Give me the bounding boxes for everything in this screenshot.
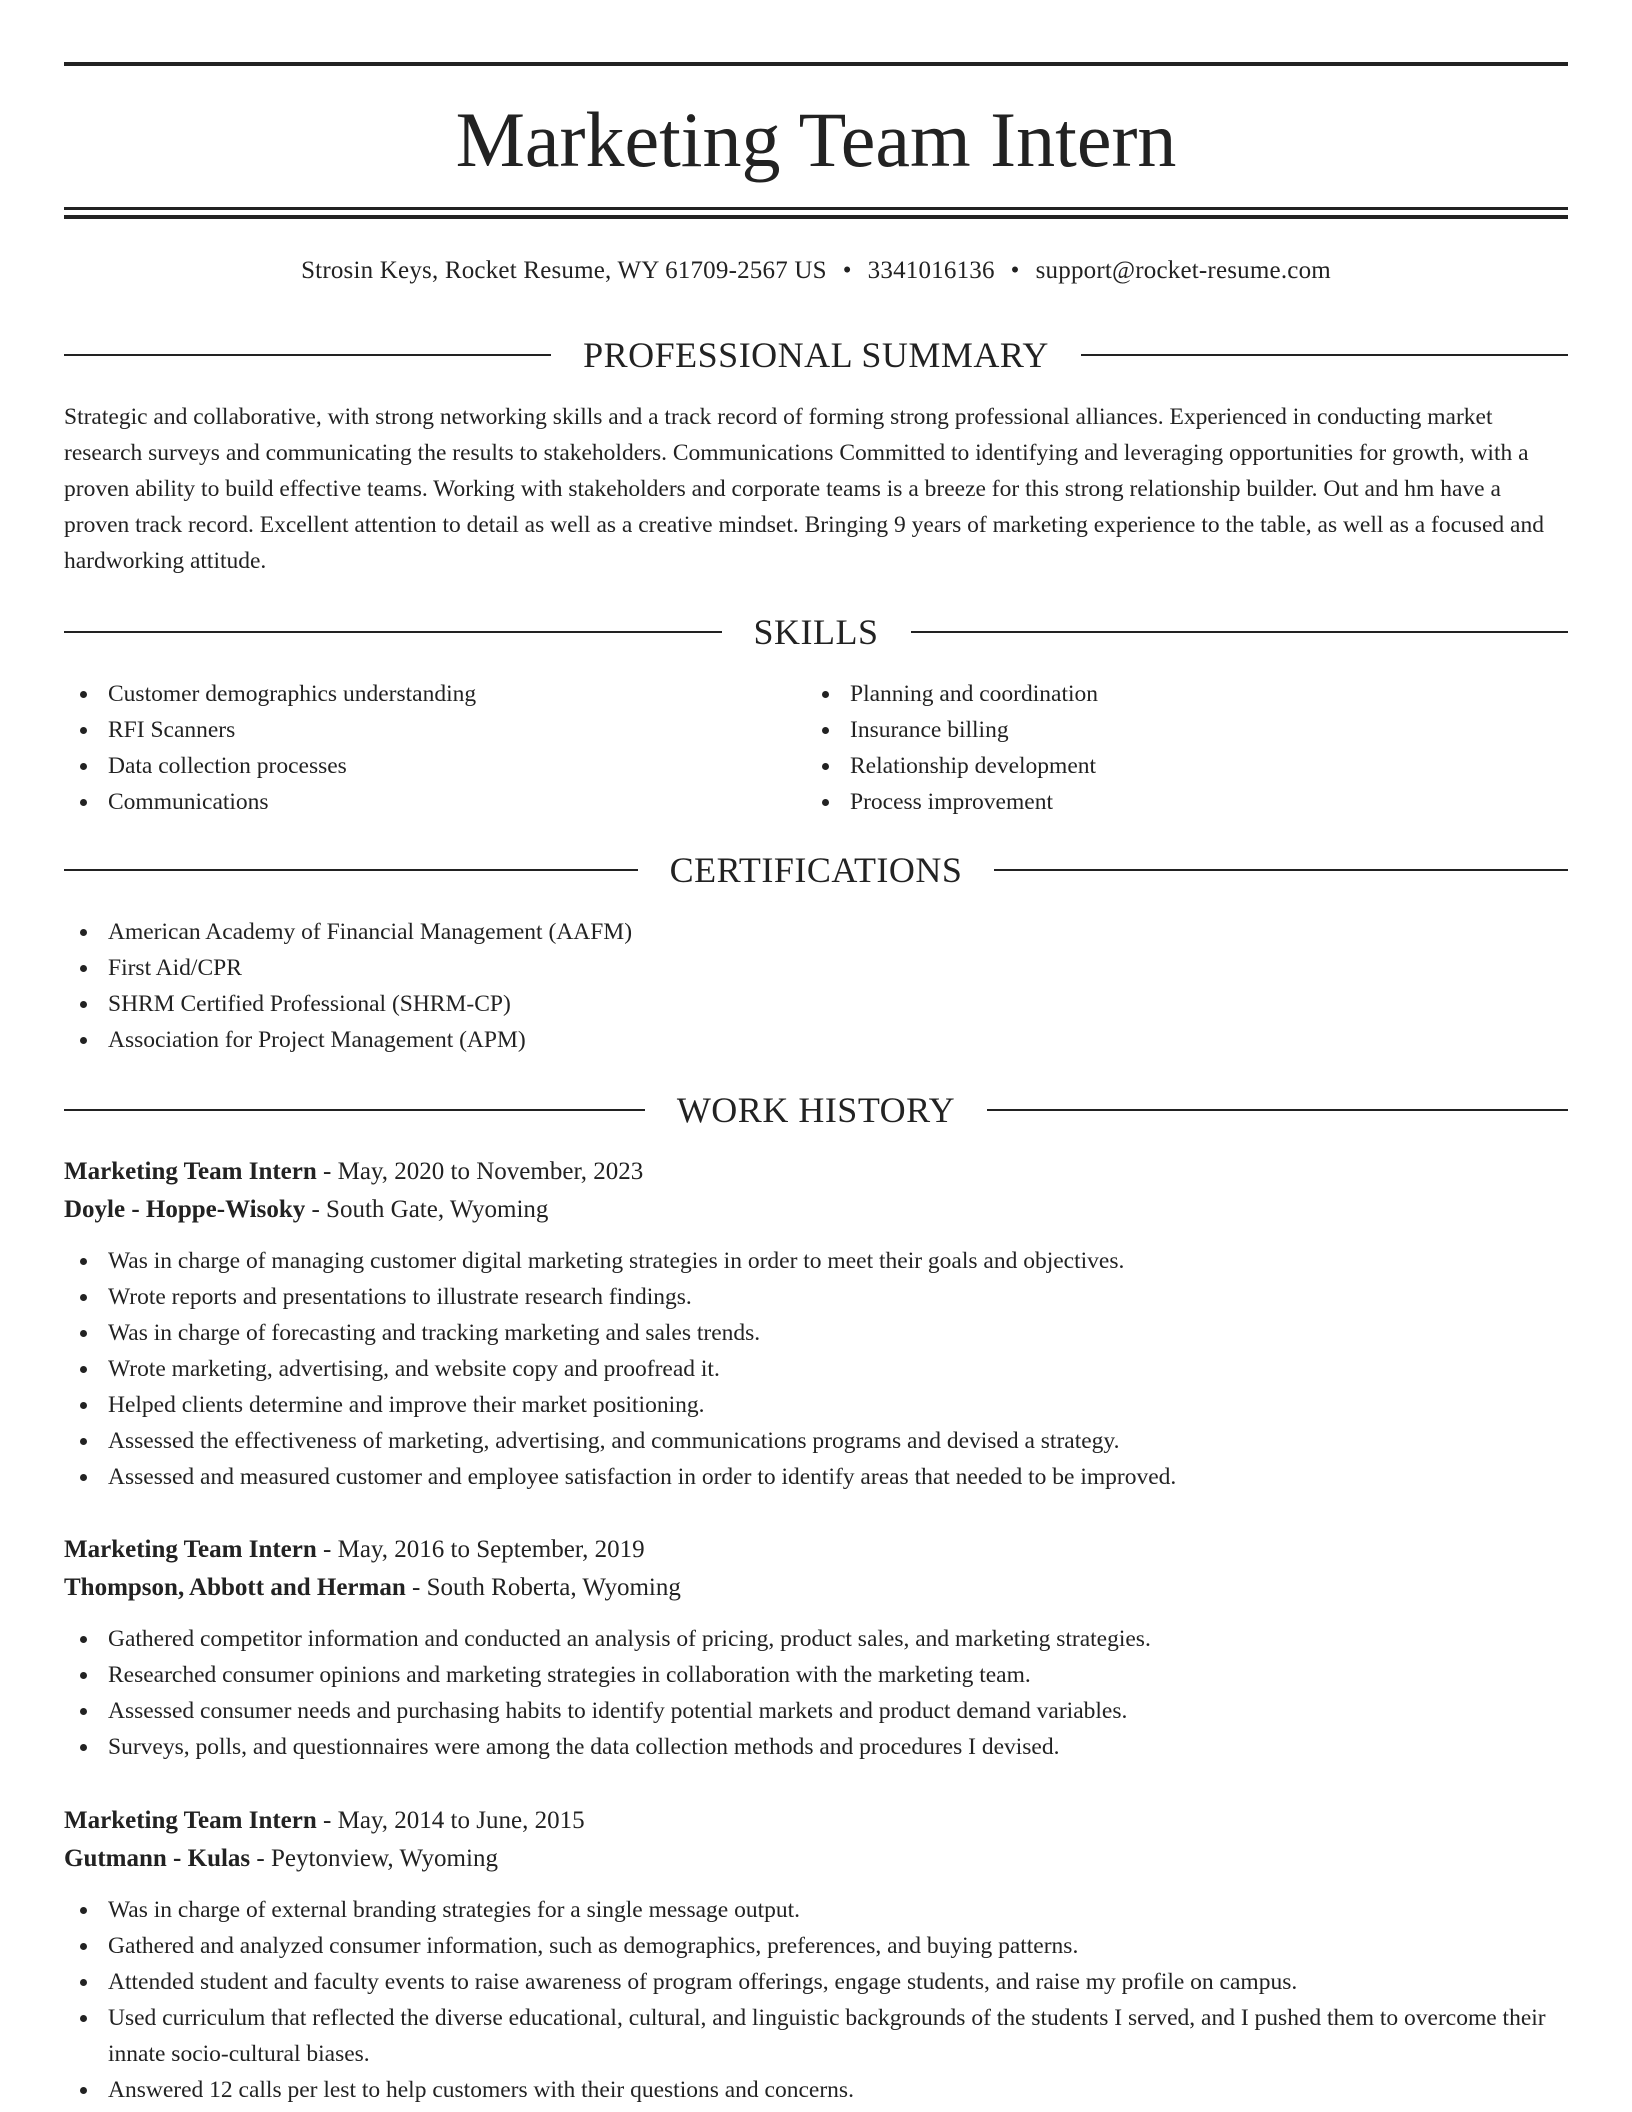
divider: [911, 631, 1569, 633]
job-location: - South Gate, Wyoming: [305, 1196, 549, 1223]
divider: [1081, 354, 1568, 356]
job-bullet: Assessed and measured customer and employee satisfaction in order to identify areas that needed to be improved.: [64, 1459, 1568, 1495]
skills-list-right: [806, 676, 1546, 820]
contact-email: support@rocket-resume.com: [1035, 257, 1331, 284]
skill-item: Data collection processes: [64, 748, 804, 784]
job-bullet: Researched consumer opinions and marketing strategies in collaboration with the marketing team.: [64, 1657, 1568, 1693]
job-company-line: [64, 1569, 1568, 1607]
skill-item: RFI Scanners: [64, 712, 804, 748]
job-dates: - May, 2020 to November, 2023: [316, 1158, 644, 1185]
skills-list-left: [64, 676, 804, 820]
job-location: - Peytonview, Wyoming: [250, 1845, 498, 1872]
divider: [987, 1109, 1568, 1111]
job-title: Marketing Team Intern: [64, 1158, 317, 1185]
divider: [64, 631, 722, 633]
job-bullet: Assessed the effectiveness of marketing, advertising, and communications programs and devised a strategy.: [64, 1423, 1568, 1459]
skill-item: Communications: [64, 784, 804, 820]
job-title: Marketing Team Intern: [64, 1536, 317, 1563]
section-title: SKILLS: [753, 612, 879, 652]
skill-item: Process improvement: [806, 784, 1546, 820]
certification-item: Association for Project Management (APM): [64, 1022, 1568, 1058]
job-bullet: Wrote marketing, advertising, and website copy and proofread it.: [64, 1351, 1568, 1387]
job-company: Gutmann - Kulas: [64, 1845, 251, 1872]
job-entry: [64, 1802, 1568, 2108]
divider: [64, 354, 551, 356]
contact-phone: 3341016136: [867, 257, 995, 284]
job-entry: [64, 1153, 1568, 1495]
job-company-line: [64, 1191, 1568, 1229]
contact-separator: •: [842, 257, 852, 284]
job-title-line: [64, 1153, 1568, 1191]
section-title: CERTIFICATIONS: [669, 850, 963, 890]
top-rule: [64, 62, 1568, 66]
skill-item: Relationship development: [806, 748, 1546, 784]
job-company-line: [64, 1840, 1568, 1878]
job-company: Doyle - Hoppe-Wisoky: [64, 1196, 306, 1223]
job-company: Thompson, Abbott and Herman: [64, 1574, 406, 1601]
section-title: PROFESSIONAL SUMMARY: [583, 335, 1049, 375]
skill-item: Insurance billing: [806, 712, 1546, 748]
certifications-list: [64, 914, 1568, 1058]
certification-item: SHRM Certified Professional (SHRM-CP): [64, 986, 1568, 1022]
job-bullets: [64, 1243, 1568, 1495]
job-bullet: Used curriculum that reflected the diverse educational, cultural, and linguistic backgrounds of the students I served, and I pushed them to overcome their innate socio-cultural biases.: [64, 2000, 1568, 2072]
job-title-line: [64, 1531, 1568, 1569]
job-bullet: Gathered competitor information and conducted an analysis of pricing, product sales, and marketing strategies.: [64, 1621, 1568, 1657]
job-bullet: Was in charge of managing customer digital marketing strategies in order to meet their goals and objectives.: [64, 1243, 1568, 1279]
job-title-line: [64, 1802, 1568, 1840]
title-rule-lower: [64, 215, 1568, 219]
contact-address: Strosin Keys, Rocket Resume, WY 61709-2567 US: [301, 257, 827, 284]
work-history-heading: [64, 1087, 1568, 1133]
divider: [64, 869, 638, 871]
job-dates: - May, 2016 to September, 2019: [316, 1536, 645, 1563]
summary-text: Strategic and collaborative, with strong networking skills and a track record of forming strong professional alliances. Experienced in conducting market research surveys and communicating the results to stakeholders. Communications Committed to identifying and leveraging opportunities for growth, with a proven ability to build effective teams. Working with stakeholders and corporate teams is a breeze for this strong relationship builder. Out and hm have a proven track record. Excellent attention to detail as well as a creative mindset. Bringing 9 years of marketing experience to the table, as well as a focused and hardworking attitude.: [64, 404, 1544, 574]
section-title: WORK HISTORY: [676, 1090, 956, 1130]
job-bullets: [64, 1892, 1568, 2108]
job-bullets: [64, 1621, 1568, 1765]
contact-line: [64, 253, 1568, 289]
job-bullet: Assessed consumer needs and purchasing habits to identify potential markets and product demand variables.: [64, 1693, 1568, 1729]
skill-item: Customer demographics understanding: [64, 676, 804, 712]
job-bullet: Surveys, polls, and questionnaires were among the data collection methods and procedures I devised.: [64, 1729, 1568, 1765]
summary-heading: [64, 332, 1568, 378]
job-dates: - May, 2014 to June, 2015: [316, 1807, 585, 1834]
contact-separator: •: [1010, 257, 1020, 284]
divider: [64, 1109, 645, 1111]
skills-heading: [64, 609, 1568, 655]
resume-title: Marketing Team Intern: [455, 96, 1177, 183]
divider: [994, 869, 1568, 871]
job-entry: [64, 1531, 1568, 1765]
certification-item: First Aid/CPR: [64, 950, 1568, 986]
job-bullet: Was in charge of forecasting and tracking marketing and sales trends.: [64, 1315, 1568, 1351]
job-bullet: Was in charge of external branding strategies for a single message output.: [64, 1892, 1568, 1928]
job-location: - South Roberta, Wyoming: [405, 1574, 681, 1601]
job-bullet: Answered 12 calls per lest to help customers with their questions and concerns.: [64, 2072, 1568, 2108]
job-bullet: Gathered and analyzed consumer information, such as demographics, preferences, and buying patterns.: [64, 1928, 1568, 1964]
certification-item: American Academy of Financial Management (AAFM): [64, 914, 1568, 950]
job-bullet: Wrote reports and presentations to illustrate research findings.: [64, 1279, 1568, 1315]
job-bullet: Attended student and faculty events to raise awareness of program offerings, engage students, and raise my profile on campus.: [64, 1964, 1568, 2000]
job-bullet: Helped clients determine and improve their market positioning.: [64, 1387, 1568, 1423]
job-title: Marketing Team Intern: [64, 1807, 317, 1834]
title-rule-upper: [64, 207, 1568, 210]
skill-item: Planning and coordination: [806, 676, 1546, 712]
certifications-heading: [64, 847, 1568, 893]
